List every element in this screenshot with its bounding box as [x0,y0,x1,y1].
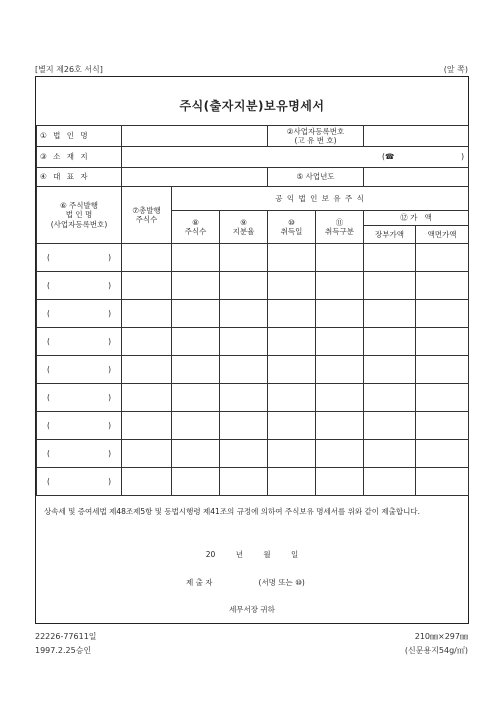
table-row [37,384,469,412]
phone-icon: (☎ [382,152,395,162]
data-cell[interactable] [268,412,316,440]
paper-size: 210㎜×297㎜ [414,632,468,641]
data-cell[interactable] [316,412,364,440]
paren-open: ( [47,308,50,318]
approval-date: 1997.2.25승인 [35,646,92,655]
declaration-date: 20 년 월 일 [205,550,299,559]
data-cell[interactable] [220,272,268,300]
data-cell[interactable] [122,384,172,412]
issuer-cell[interactable] [37,272,122,300]
table-row [37,412,469,440]
form-title: 주식(출자지분)보유명세서 [179,99,325,113]
total-shares-line2: 주식수 [135,215,158,224]
data-cell[interactable] [416,384,469,412]
data-cell[interactable] [268,356,316,384]
data-cell[interactable] [122,272,172,300]
reg-no-parens [37,281,121,290]
issuer-cell[interactable] [37,384,122,412]
issuer-cell[interactable] [37,440,122,468]
paren-open: ( [47,336,50,346]
page-side: (앞 쪽) [443,65,468,74]
table-row [37,300,469,328]
signature-label: (서명 또는 ⑩) [258,578,305,587]
issuer-cell[interactable] [37,328,122,356]
reg-no-parens [37,365,121,374]
data-cell[interactable] [416,440,469,468]
table-row [37,356,469,384]
data-cell[interactable] [172,356,220,384]
reg-no-label-line2: (고 유 번 호) [294,136,337,145]
reg-no-field[interactable] [364,126,469,147]
ratio-header [220,211,268,244]
book-value-header: 장부가액 [364,226,416,244]
total-shares-header [122,187,172,244]
holding-header: 공 익 법 인 보 유 주 식 [172,187,469,211]
data-cell[interactable] [172,300,220,328]
data-cell[interactable] [364,384,416,412]
issuer-header-line2: 법 인 명 [65,210,93,220]
shares-text: 주식수 [184,227,207,236]
paren-close: ) [108,420,111,430]
form-number: [별지 제26호 서식] [35,65,103,74]
paren-close: ) [108,364,111,374]
data-cell[interactable] [316,384,364,412]
paren-close: ) [108,308,111,318]
data-cell[interactable] [364,440,416,468]
form-code: 22226-77611일 [35,632,97,641]
submitter-line [186,577,305,588]
table-row [37,468,469,496]
data-cell[interactable] [220,300,268,328]
data-cell[interactable] [364,356,416,384]
issuer-cell[interactable] [37,244,122,272]
data-cell[interactable] [122,328,172,356]
issuer-cell[interactable] [37,300,122,328]
data-cell[interactable] [122,244,172,272]
data-cell[interactable] [268,468,316,496]
paren-open: ( [47,364,50,374]
data-cell[interactable] [364,328,416,356]
data-cell[interactable] [364,300,416,328]
holdings-table [36,125,469,496]
data-cell[interactable] [416,468,469,496]
issuer-cell[interactable] [37,468,122,496]
data-cell[interactable] [316,440,364,468]
corp-name-field[interactable] [122,126,268,147]
paren-close: ) [108,392,111,402]
table-row [37,244,469,272]
submitter-label: 제 출 자 [186,578,213,587]
face-value-header: 액면가액 [416,226,469,244]
data-cell[interactable] [316,328,364,356]
fiscal-year-field[interactable] [364,168,469,187]
acq-type-header [316,211,364,244]
paren-close: ) [108,252,111,262]
data-cell[interactable] [220,440,268,468]
ceo-label: ④ 대 표 자 [37,168,122,187]
data-cell[interactable] [172,244,220,272]
address-label: ③ 소 재 지 [37,147,122,168]
data-cell[interactable] [172,384,220,412]
shares-header [172,211,220,244]
reg-no-parens [37,393,121,402]
paren-open: ( [47,252,50,262]
reg-no-parens [37,449,121,458]
data-cell[interactable] [220,244,268,272]
form-frame [35,76,469,624]
total-shares-line1: ⑦총발행 [132,205,161,215]
reg-no-parens [37,309,121,318]
data-cell[interactable] [172,440,220,468]
data-cell[interactable] [416,356,469,384]
data-cell[interactable] [364,412,416,440]
data-cell[interactable] [172,468,220,496]
ceo-field[interactable] [122,168,268,187]
acq-date-text: 취득일 [280,227,303,236]
data-cell[interactable] [268,272,316,300]
fiscal-year-label: ⑤ 사업년도 [268,168,364,187]
acq-date-num: ⑩ [288,217,295,227]
data-cell[interactable] [268,300,316,328]
data-cell[interactable] [364,244,416,272]
data-cell[interactable] [316,468,364,496]
corp-name-label: ① 법 인 명 [37,126,122,147]
issuer-header-line1: ⑥ 주식발행 [59,200,99,210]
address-field[interactable] [122,147,469,168]
data-cell[interactable] [220,356,268,384]
data-cell[interactable] [364,272,416,300]
paren-open: ( [47,476,50,486]
reg-no-parens [37,253,121,262]
data-cell[interactable] [172,328,220,356]
issuer-header [37,187,122,244]
data-cell[interactable] [268,384,316,412]
ratio-text: 지분율 [232,227,255,236]
reg-no-parens [37,337,121,346]
reg-no-parens [37,421,121,430]
acq-date-header [268,211,316,244]
data-cell[interactable] [316,356,364,384]
data-cell[interactable] [122,300,172,328]
data-cell[interactable] [220,328,268,356]
phone-close: ) [461,152,465,162]
acq-type-text: 취득구분 [325,227,355,236]
paren-open: ( [47,392,50,402]
ratio-num: ⑨ [240,217,247,227]
paren-close: ) [108,476,111,486]
issuer-cell[interactable] [37,412,122,440]
data-cell[interactable] [220,412,268,440]
paren-open: ( [47,280,50,290]
data-cell[interactable] [416,244,469,272]
price-header: ⑫ 가 액 [364,211,469,226]
data-cell[interactable] [220,468,268,496]
data-cell[interactable] [268,440,316,468]
data-cell[interactable] [220,384,268,412]
paper-type: (신문용지54g/㎡) [404,646,468,655]
table-row [37,440,469,468]
data-cell[interactable] [268,328,316,356]
data-cell[interactable] [364,468,416,496]
shares-num: ⑧ [192,217,199,227]
data-cell[interactable] [122,356,172,384]
issuer-header-line3: (사업자등록번호) [50,219,108,229]
data-cell[interactable] [172,412,220,440]
declaration-text: 상속세 및 증여세법 제48조제5항 및 동법시행령 제41조의 규정에 의하여 주식보유 명세서를 위와 같이 제출합니다. [44,507,421,516]
paren-open: ( [47,420,50,430]
paren-close: ) [108,280,111,290]
data-cell[interactable] [122,440,172,468]
data-cell[interactable] [316,244,364,272]
reg-no-parens [37,477,121,486]
data-cell[interactable] [416,272,469,300]
table-row [37,272,469,300]
paren-close: ) [108,448,111,458]
data-cell[interactable] [172,272,220,300]
paren-open: ( [47,448,50,458]
reg-no-label [268,126,364,147]
acq-type-num: ⑪ [335,217,344,227]
reg-no-label-line1: ②사업자등록번호 [286,126,345,136]
data-cell[interactable] [122,468,172,496]
issuer-cell[interactable] [37,356,122,384]
data-cell[interactable] [416,300,469,328]
paren-close: ) [108,336,111,346]
data-cell[interactable] [316,272,364,300]
table-row [37,328,469,356]
data-cell[interactable] [122,412,172,440]
data-cell[interactable] [416,412,469,440]
data-cell[interactable] [268,244,316,272]
data-cell[interactable] [316,300,364,328]
data-cell[interactable] [416,328,469,356]
recipient: 세무서장 귀하 [229,605,275,614]
